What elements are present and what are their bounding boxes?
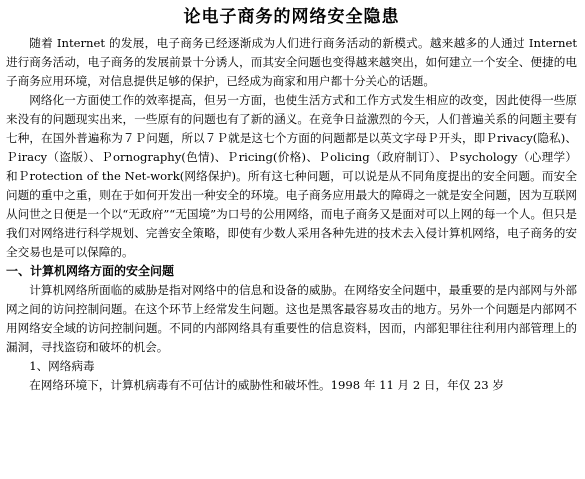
intro-paragraph: 随着 Internet 的发展，电子商务已经逐渐成为人们进行商务活动的新模式。越来越多的人通过 Internet 进行商务活动，电子商务的发展前景十分诱人，而其安全问题也变得越来越突出，如何建立一个安全、便捷的电子商务应用环境，对信息提供足够的保护，已经成为商家和用户都十分关心的话题。 bbox=[6, 36, 577, 88]
subsection-heading: 1、网络病毒 bbox=[29, 359, 95, 373]
document-title: 论电子商务的网络安全隐患 bbox=[183, 7, 400, 27]
body-paragraph: 网络化一方面使工作的效率提高，但另一方面，也使生活方式和工作方式发生相应的改变，因此使得一些原来没有的问题现实出来，一些原有的问题也有了新的涵义。在竞争日益激烈的今天，人们普遍关系的问题主要有七种，在国外普遍称为７Ｐ问题，所以７Ｐ就是这七个方面的问题都是以英文字母Ｐ开头，即Ｐrivacy(隐私)、Ｐiracy（盗版）、Ｐornography(色情)、Ｐricing(价格)、Ｐolicing（政府制订）、Ｐsychology（心理学）和Ｐrotection of the Net-work(网络保护)。所有这七种问题，可以说是从不同角度提出的安全问题。而安全问题的重中之重，则在于如何开发出一种安全的环境。电子商务应用最大的障碍之一就是安全问题，因为互联网从问世之日便是一个以“无政府”“无国境”为口号的公用网络，而电子商务又是面对可以上网的每一个人。但只是我们对网络进行科学规划、完善安全策略，即使有少数人采用各种先进的技术去入侵计算机网络，电子商务的安全交易也是可以保障的。 bbox=[6, 93, 577, 259]
section-heading: 一、计算机网络方面的安全问题 bbox=[6, 264, 175, 278]
subsection-paragraph: 在网络环境下，计算机病毒有不可估计的威胁性和破坏性。1998 年 11 月 2 日，年仅 23 岁 bbox=[29, 378, 504, 392]
section-paragraph: 计算机网络所面临的威胁是指对网络中的信息和设备的威胁。在网络安全问题中，最重要的是内部网与外部网之间的访问控制问题。在这个环节上经常发生问题。这也是黑客最容易攻击的地方。另外一个问题是内部网不用网络安全域的访问控制问题。不同的内部网络具有重要性的信息资料，因而，内部犯罪往往利用内部管理上的漏洞，寻找盗窃和破坏的机会。 bbox=[6, 283, 577, 354]
